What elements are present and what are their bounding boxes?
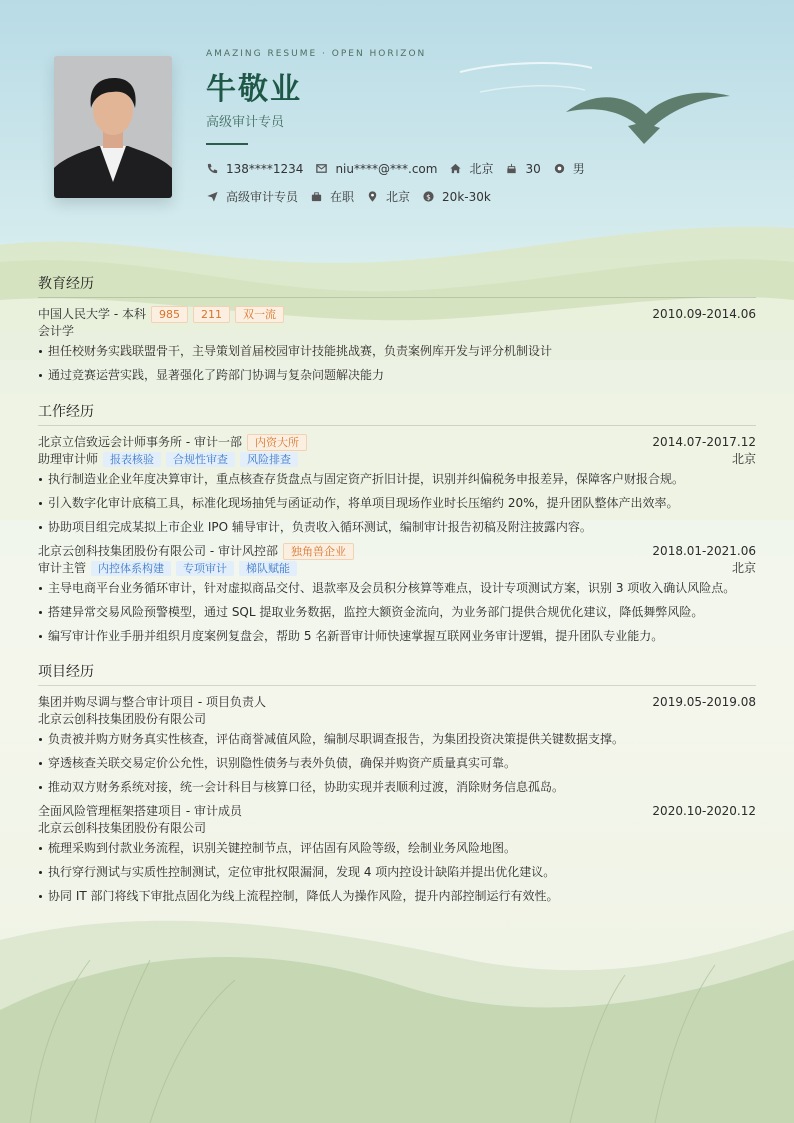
- status-item: [310, 188, 354, 205]
- skill-tag: 合规性审查: [166, 452, 235, 467]
- major: 会计学: [38, 324, 75, 338]
- salary-item: [422, 190, 491, 204]
- title-divider: [206, 143, 248, 145]
- project-date: 2020.10-2020.12: [652, 804, 756, 818]
- list-item: 梳理采购到付款业务流程，识别关键控制节点，评估固有风险等级，绘制业务风险地图。: [38, 840, 756, 857]
- bird-icon: [562, 84, 734, 146]
- skill-tag: 梯队赋能: [239, 561, 297, 576]
- list-item: 搭建异常交易风险预警模型，通过 SQL 提取业务数据，监控大额资金流向，为业务部门提供合规优化建议，降低舞弊风险。: [38, 604, 756, 621]
- email-text: niu****@***.com: [335, 161, 438, 176]
- education-date: 2010.09-2014.06: [652, 307, 756, 321]
- hometown-text: 北京: [469, 162, 494, 176]
- section-heading: 项目经历: [38, 661, 756, 686]
- school-tag: 985: [151, 306, 188, 323]
- section-heading: 教育经历: [38, 273, 756, 298]
- cake-icon: [505, 162, 518, 175]
- project-company: 北京云创科技集团股份有限公司: [38, 712, 207, 726]
- intent-position-item: [206, 188, 298, 205]
- list-item: 推动双方财务系统对接，统一会计科目与核算口径，协助实现并表顺利过渡，消除财务信息孤岛。: [38, 779, 756, 796]
- company-badge: 内资大所: [247, 434, 307, 451]
- education-bullets: [38, 343, 756, 384]
- project-date: 2019.05-2019.08: [652, 695, 756, 709]
- list-item: 协助项目组完成某拟上市企业 IPO 辅导审计，负责收入循环测试，编制审计报告初稿及附注披露内容。: [38, 519, 756, 536]
- home-icon: [449, 162, 462, 175]
- work-section: [38, 401, 756, 652]
- candidate-name: 牛敬业: [206, 72, 302, 107]
- job-city: 北京: [731, 561, 756, 575]
- email-item: [315, 162, 437, 176]
- job-entry: [38, 543, 756, 645]
- phone-text: 138****1234: [226, 161, 304, 176]
- job-role: 助理审计师: [38, 452, 99, 466]
- briefcase-icon: [310, 190, 323, 203]
- age-text: 30: [525, 161, 541, 176]
- school-tag: 211: [193, 306, 230, 323]
- job-role-row: [38, 560, 756, 577]
- job-date: 2014.07-2017.12: [652, 435, 756, 449]
- project-entry: [38, 803, 756, 905]
- school-tag: 双一流: [235, 306, 284, 323]
- job-header: [38, 543, 756, 560]
- job-intent-row: [206, 188, 503, 205]
- list-item: 编写审计作业手册并组织月度案例复盘会，帮助 5 名新晋审计师快速掌握互联网业务审计逻辑，提升团队专业能力。: [38, 628, 756, 645]
- list-item: 担任校财务实践联盟骨干，主导策划首届校园审计技能挑战赛，负责案例库开发与评分机制设计: [38, 343, 756, 360]
- home-item: [449, 160, 493, 177]
- job-city: 北京: [731, 452, 756, 466]
- gender-icon: [553, 162, 566, 175]
- section-heading: 工作经历: [38, 401, 756, 426]
- job-bullets: [38, 580, 756, 645]
- list-item: 主导电商平台业务循环审计，针对虚拟商品交付、退款率及会员积分核算等难点，设计专项测试方案，识别 3 项收入确认风险点。: [38, 580, 756, 597]
- job-role-row: [38, 451, 756, 468]
- list-item: 引入数字化审计底稿工具，标准化现场抽凭与函证动作，将单项目现场作业时长压缩约 20%，提升团队整体产出效率。: [38, 495, 756, 512]
- avatar: [54, 56, 172, 198]
- tagline: AMAZING RESUME · OPEN HORIZON: [206, 49, 427, 59]
- skill-tag: 报表核验: [103, 452, 161, 467]
- job-title: 高级审计专员: [206, 115, 285, 130]
- list-item: 执行制造业企业年度决算审计，重点核查存货盘点与固定资产折旧计提，识别并纠偏税务申报差异，保障客户财报合规。: [38, 471, 756, 488]
- svg-text:$: $: [426, 192, 431, 202]
- mail-icon: [315, 162, 328, 175]
- job-header: [38, 434, 756, 451]
- job-date: 2018.01-2021.06: [652, 544, 756, 558]
- location-pin-icon: [366, 190, 379, 203]
- gender-item: [553, 160, 585, 177]
- job-entry: [38, 434, 756, 536]
- skill-tag: 内控体系构建: [91, 561, 171, 576]
- education-section: [38, 273, 756, 384]
- project-name: 集团并购尽调与整合审计项目 - 项目负责人: [38, 695, 266, 709]
- gender-text: 男: [572, 162, 585, 176]
- project-bullets: [38, 731, 756, 796]
- job-bullets: [38, 471, 756, 536]
- project-bullets: [38, 840, 756, 905]
- send-icon: [206, 190, 219, 203]
- phone-item: [206, 162, 303, 176]
- company-badge: 独角兽企业: [283, 543, 354, 560]
- company-name: 北京云创科技集团股份有限公司 - 审计风控部: [38, 544, 278, 558]
- salary-icon: [422, 190, 435, 203]
- job-role: 审计主管: [38, 561, 87, 575]
- intent-city-text: 北京: [386, 190, 411, 204]
- phone-icon: [206, 162, 219, 175]
- skill-tag: 风险排查: [240, 452, 298, 467]
- skill-tag: 专项审计: [176, 561, 234, 576]
- profile-photo: [54, 56, 172, 198]
- project-entry: [38, 694, 756, 796]
- intent-city-item: [366, 188, 410, 205]
- list-item: 穿透核查关联交易定价公允性，识别隐性债务与表外负债，确保并购资产质量真实可靠。: [38, 755, 756, 772]
- list-item: 执行穿行测试与实质性控制测试，定位审批权限漏洞，发现 4 项内控设计缺陷并提出优化建议。: [38, 864, 756, 881]
- age-item: [505, 162, 540, 176]
- projects-section: [38, 661, 756, 912]
- list-item: 负责被并购方财务真实性核查，评估商誉减值风险，编制尽职调查报告，为集团投资决策提供关键数据支撑。: [38, 731, 756, 748]
- project-name: 全面风险管理框架搭建项目 - 审计成员: [38, 804, 242, 818]
- list-item: 通过竞赛运营实践，显著强化了跨部门协调与复杂问题解决能力: [38, 367, 756, 384]
- salary-text: 20k-30k: [442, 189, 491, 204]
- project-header: [38, 803, 756, 820]
- contact-row: [206, 160, 597, 177]
- company-name: 北京立信致远会计师事务所 - 审计一部: [38, 435, 242, 449]
- education-entry-header: [38, 306, 756, 323]
- project-company: 北京云创科技集团股份有限公司: [38, 821, 207, 835]
- intent-position-text: 高级审计专员: [226, 190, 299, 204]
- status-text: 在职: [330, 190, 355, 204]
- list-item: 协同 IT 部门将线下审批点固化为线上流程控制，降低人为操作风险，提升内部控制运行有效性。: [38, 888, 756, 905]
- project-header: [38, 694, 756, 711]
- school-name: 中国人民大学 - 本科: [38, 307, 146, 321]
